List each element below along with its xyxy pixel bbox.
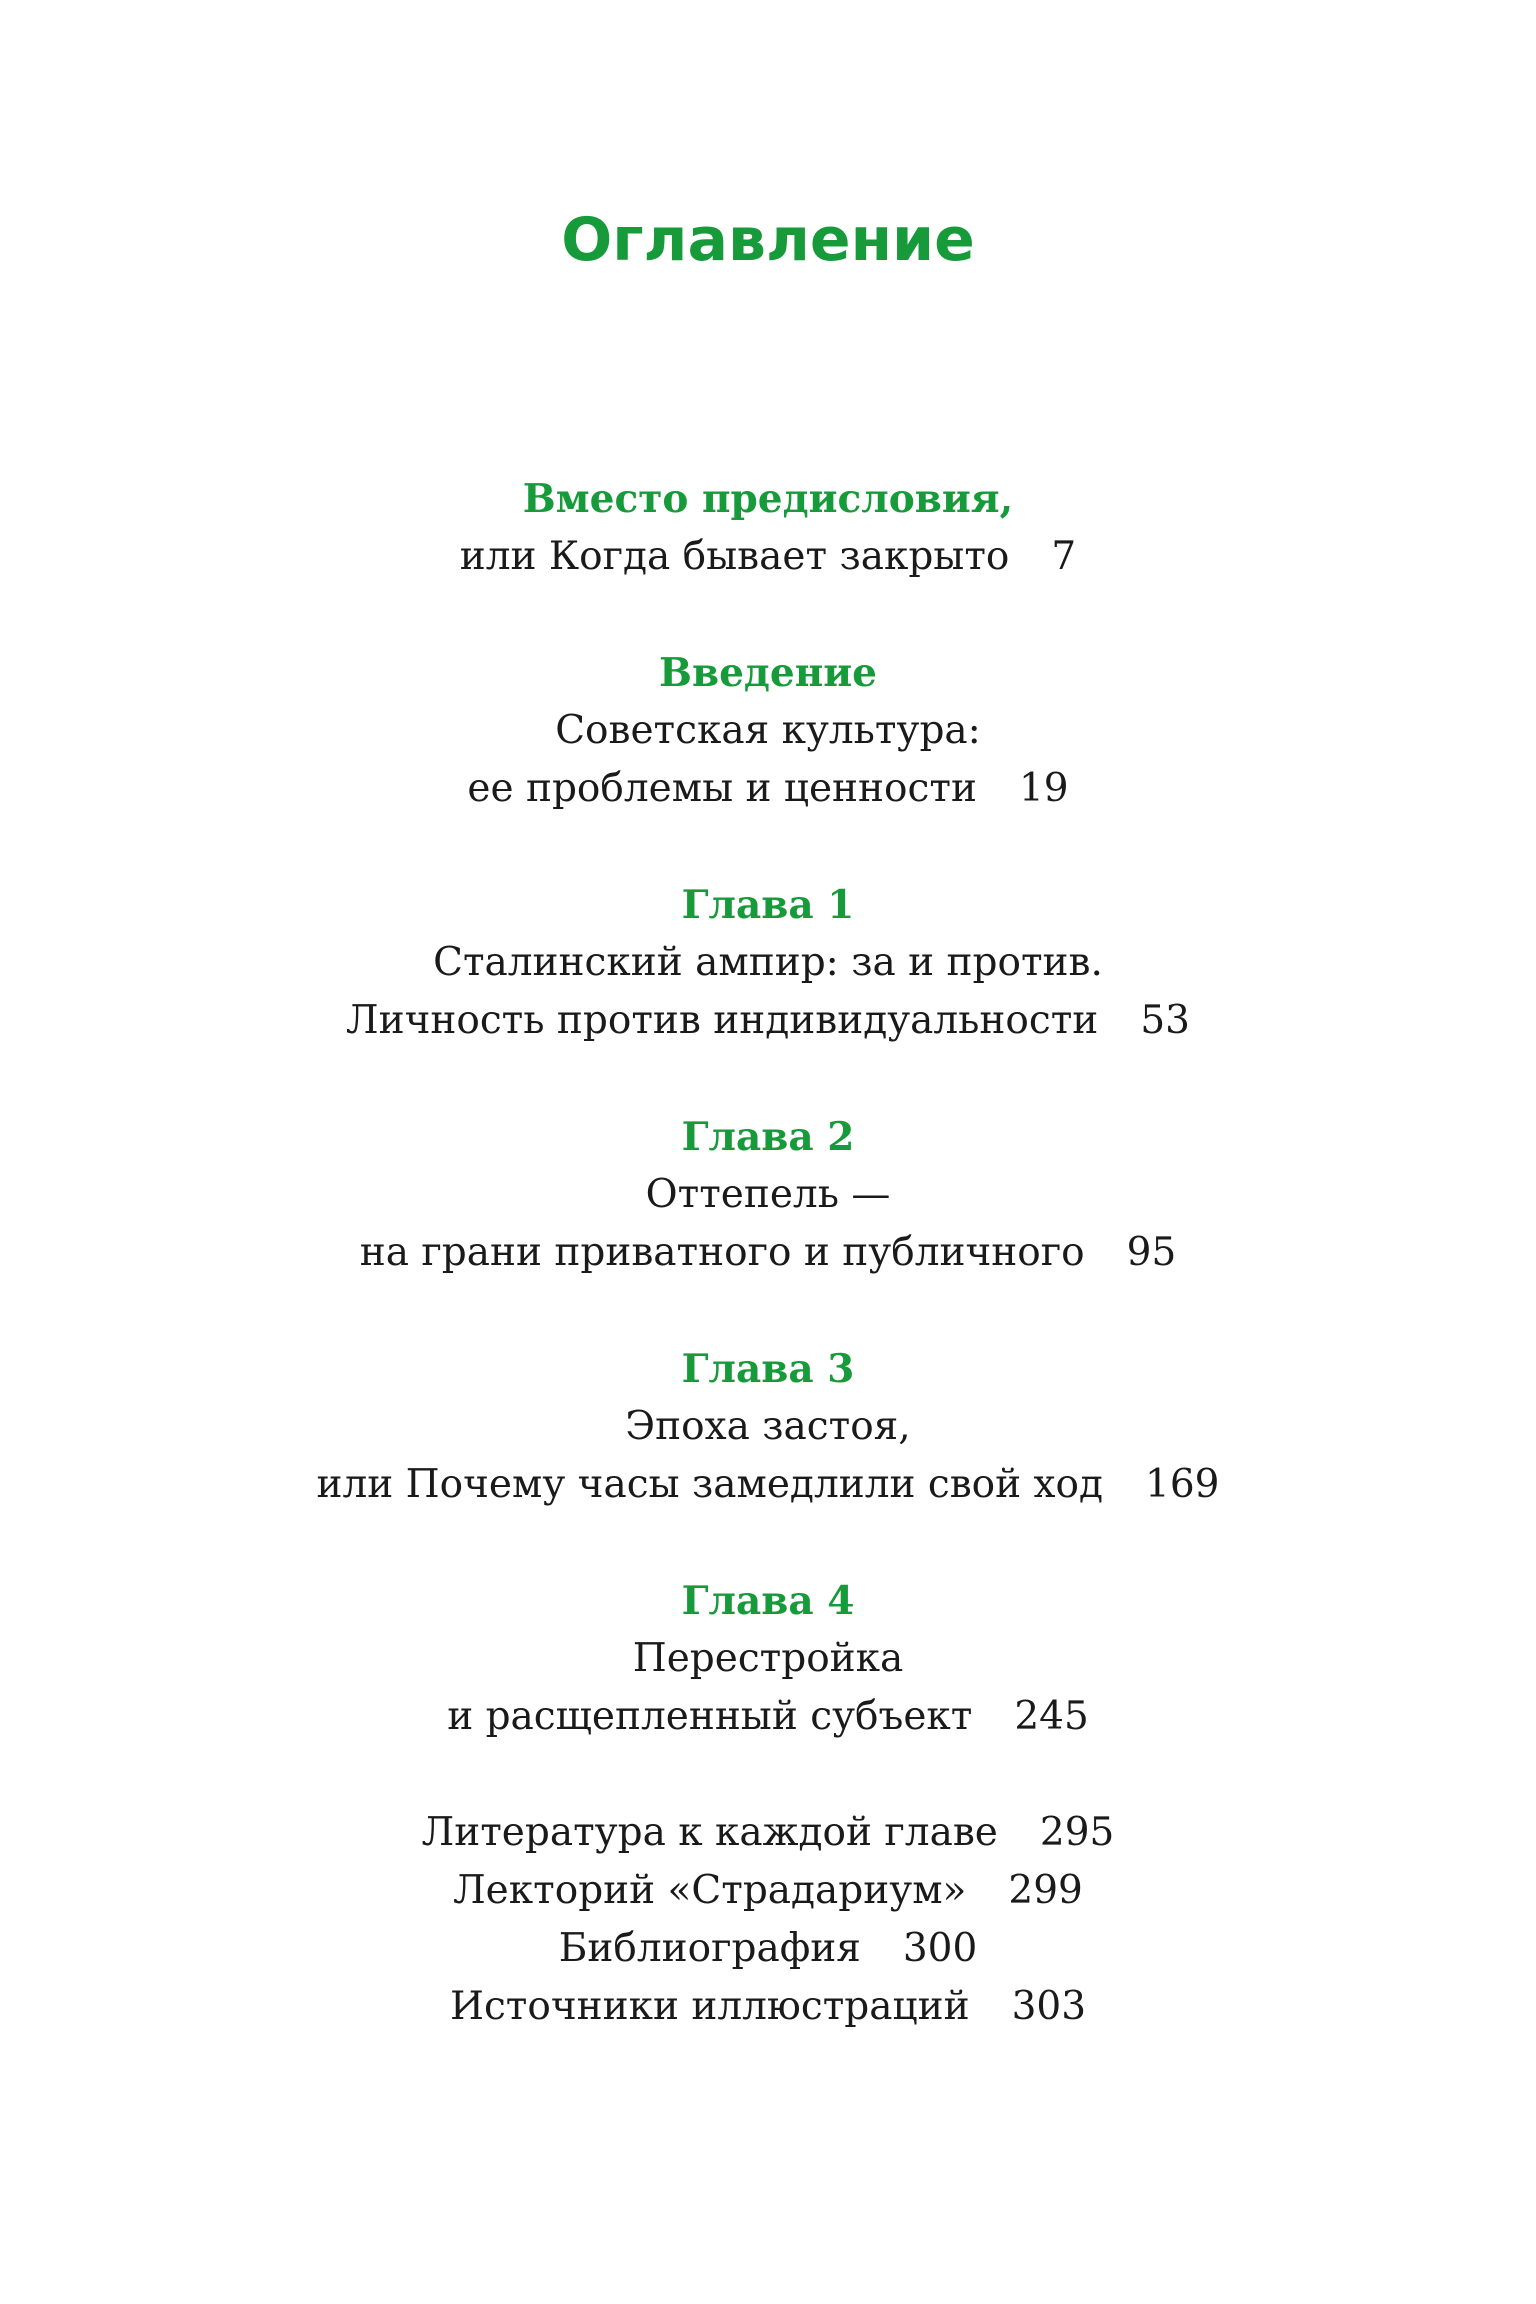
toc-entry-chapter-4 xyxy=(0,1572,1536,1746)
toc-entry-text: ее проблемы и ценности xyxy=(467,766,977,811)
toc-entry-heading: Вместо предисловия, xyxy=(522,476,1014,522)
toc-back-matter-item xyxy=(0,1978,1536,2036)
toc-page-number: 300 xyxy=(902,1926,978,1971)
toc-entry-heading: Глава 1 xyxy=(681,882,855,928)
toc-entry-chapter-3 xyxy=(0,1340,1536,1514)
toc-back-matter-item xyxy=(0,1920,1536,1978)
page-title: Оглавление xyxy=(561,205,975,275)
toc-page-number: 299 xyxy=(1008,1868,1083,1913)
toc-entry-text: Лекторий «Страдариум» xyxy=(453,1868,967,1913)
toc-entry-line xyxy=(0,992,1536,1050)
toc-entry-line xyxy=(0,1456,1536,1514)
toc-entry-text: или Когда бывает закрыто xyxy=(459,534,1010,579)
toc-page-number: 19 xyxy=(1018,766,1069,811)
toc-entry-heading: Введение xyxy=(659,650,877,696)
table-of-contents xyxy=(0,470,1536,2036)
toc-entry-text: Личность против индивидуальности xyxy=(346,998,1099,1043)
toc-entry-line xyxy=(0,528,1536,586)
toc-entry-text: Библиография xyxy=(558,1926,861,1971)
toc-entry-line xyxy=(0,1688,1536,1746)
toc-entry-text: Сталинский ампир: за и против. xyxy=(433,940,1103,985)
toc-page-number: 53 xyxy=(1140,998,1190,1043)
toc-back-matter xyxy=(0,1804,1536,2036)
toc-page-number: 95 xyxy=(1126,1230,1177,1275)
toc-page-number: 303 xyxy=(1011,1984,1087,2029)
toc-page-number: 169 xyxy=(1145,1462,1220,1507)
toc-entry-text: Источники иллюстраций xyxy=(449,1984,970,2029)
toc-entry-chapter-1 xyxy=(0,876,1536,1050)
toc-entry-text: или Почему часы замедлили свой ход xyxy=(316,1462,1104,1507)
toc-entry-heading: Глава 4 xyxy=(681,1578,855,1624)
toc-back-matter-item xyxy=(0,1804,1536,1862)
toc-entry-preface xyxy=(0,470,1536,586)
toc-entry-text: Эпоха застоя, xyxy=(625,1404,911,1449)
toc-entry-chapter-2 xyxy=(0,1108,1536,1282)
toc-entry-text: на грани приватного и публичного xyxy=(359,1230,1085,1275)
toc-page-number: 295 xyxy=(1039,1810,1115,1855)
toc-entry-heading: Глава 3 xyxy=(681,1346,855,1392)
toc-entry-text: Перестройка xyxy=(632,1636,904,1681)
toc-entry-text: и расщепленный субъект xyxy=(447,1694,973,1739)
toc-page-number: 7 xyxy=(1051,534,1077,579)
toc-entry-line xyxy=(0,760,1536,818)
toc-back-matter-item xyxy=(0,1862,1536,1920)
toc-entry-text: Оттепель — xyxy=(645,1172,891,1217)
toc-entry-text: Советская культура: xyxy=(555,708,981,753)
toc-entry-introduction xyxy=(0,644,1536,818)
toc-entry-line xyxy=(0,1224,1536,1282)
toc-entry-heading: Глава 2 xyxy=(681,1114,855,1160)
toc-entry-text: Литература к каждой главе xyxy=(421,1810,998,1855)
toc-page-number: 245 xyxy=(1014,1694,1089,1739)
